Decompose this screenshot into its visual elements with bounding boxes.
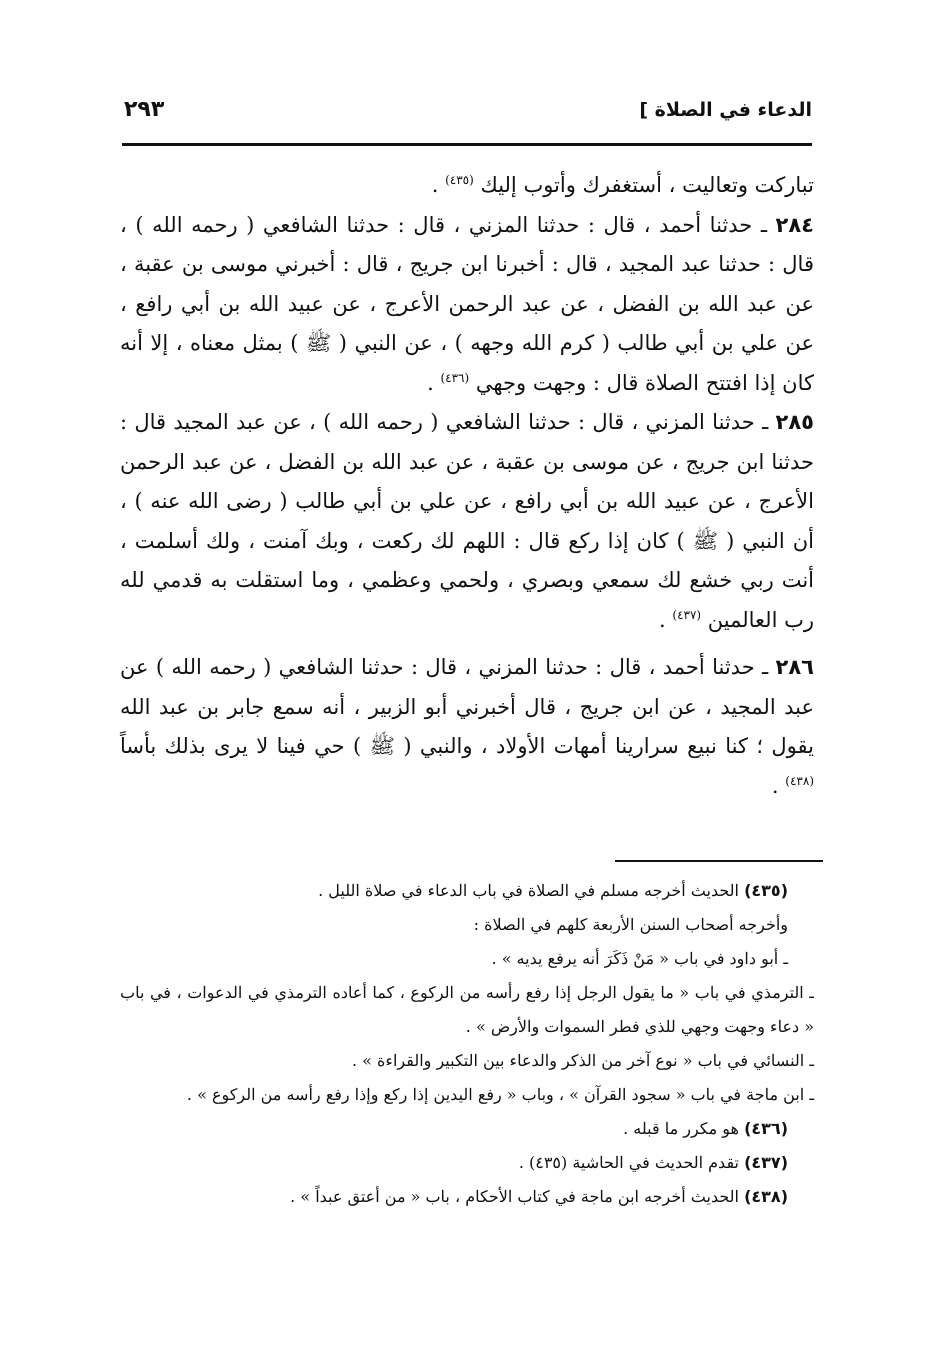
footnote-435-c: ـ أبو داود في باب « مَنْ ذَكَرَ أنه يرفع يديه » . [491,949,788,968]
hadith-tail: . [659,607,673,632]
footnote-ref: (٤٣٨) [785,773,814,788]
hadith-text: ـ حدثنا أحمد ، قال : حدثنا المزني ، قال : حدثنا الشافعي ( رحمه الله ) عن عبد المجيد ، عن ابن جريج ، قال أخبرني أبو الزبير ، أنه سمع جابر بن عبد الله يقول ؛ كنا نبيع سرارينا أمهات الأولاد ، والنبي ( ﷺ ) حي فينا لا يرى بذلك بأساً [120,655,814,758]
main-text [120,166,814,806]
hadith-text: ـ حدثنا أحمد ، قال : حدثنا المزني ، قال : حدثنا الشافعي ( رحمه الله ) ، قال : حدثنا عبد المجيد ، قال : أخبرنا ابن جريج ، قال : أخبرني موسى بن عقبة ، عن عبد الله بن الفضل ، عن عبد الرحمن الأعرج ، عن عبيد الله بن أبي رافع ، عن علي بن أبي طالب ( كرم الله وجهه ) ، عن النبي ( ﷺ ) بمثل معناه ، إلا أنه كان إذا افتتح الصلاة قال : وجهت وجهي [120,212,814,395]
footnote-text: الحديث أخرجه مسلم في الصلاة في باب الدعاء في صلاة الليل . [318,881,745,900]
footnote-text: تقدم الحديث في الحاشية (٤٣٥) . [518,1153,745,1172]
header-rule [122,143,812,146]
hadith-text: ـ حدثنا المزني ، قال : حدثنا الشافعي ( رحمه الله ) ، عن عبد المجيد قال : حدثنا ابن جريج ، عن موسى بن عقبة ، عن عبد الله بن الفضل ، عن عبد الرحمن الأعرج ، عن عبيد الله بن أبي رافع ، عن علي بن أبي طالب ( رضى الله عنه ) ، أن النبي ( ﷺ ) كان إذا ركع قال : اللهم لك ركعت ، وبك آمنت ، ولك أسلمت ، أنت ربي خشع لك سمعي وبصري ، ولحمي وعظمي ، وما استقلت به قدمي لله رب العالمين [120,410,814,632]
opening-paragraph [120,166,814,206]
hadith-tail: . [427,370,441,395]
hadith-284 [120,206,814,404]
running-head: الدعاء في الصلاة ] [639,99,812,121]
footnote-number: (٤٣٦) [744,1119,788,1138]
footnote-number: (٤٣٧) [744,1153,788,1172]
footnote-435-d: ـ الترمذي في باب « ما يقول الرجل إذا رفع رأسه من الركوع ، كما أعاده الترمذي في الدعوات ، في باب « دعاء وجهت وجهي للذي فطر السموات والأرض » . [120,983,814,1036]
page-number: ٢٩٣ [124,97,165,122]
footnote-ref: (٤٣٥) [445,173,474,187]
footnote-number: (٤٣٨) [744,1187,788,1206]
footnote-435 [120,874,814,908]
hadith-number: ٢٨٦ [775,655,814,679]
hadith-286 [120,648,814,806]
footnote-437 [120,1146,814,1180]
hadith-tail: . [771,773,786,798]
footnote-rule [615,860,823,862]
opening-tail: . [431,173,446,197]
footnote-number: (٤٣٥) [744,881,788,900]
footnote-text: الحديث أخرجه ابن ماجة في كتاب الأحكام ، باب « من أعتق عبداً » . [290,1187,745,1206]
hadith-285 [120,403,814,640]
footnote-436 [120,1112,814,1146]
opening-text: تباركت وتعاليت ، أستغفرك وأتوب إليك [480,173,814,197]
page-header [122,95,812,141]
hadith-number: ٢٨٤ [775,212,814,237]
footnote-ref: (٤٣٦) [440,370,470,385]
footnotes [120,874,814,1214]
footnote-435-e: ـ النسائي في باب « نوع آخر من الذكر والدعاء بين التكبير والقراءة » . [352,1051,814,1070]
footnote-ref: (٤٣٧) [672,607,702,622]
hadith-number: ٢٨٥ [775,410,814,434]
footnote-text: هو مكرر ما قبله . [623,1119,745,1138]
footnote-435-b: وأخرجه أصحاب السنن الأربعة كلهم في الصلاة : [473,915,788,934]
footnote-438 [120,1180,814,1214]
footnote-435-f: ـ ابن ماجة في باب « سجود القرآن » ، وباب « رفع اليدين إذا ركع وإذا رفع رأسه من الركوع » . [186,1085,814,1104]
